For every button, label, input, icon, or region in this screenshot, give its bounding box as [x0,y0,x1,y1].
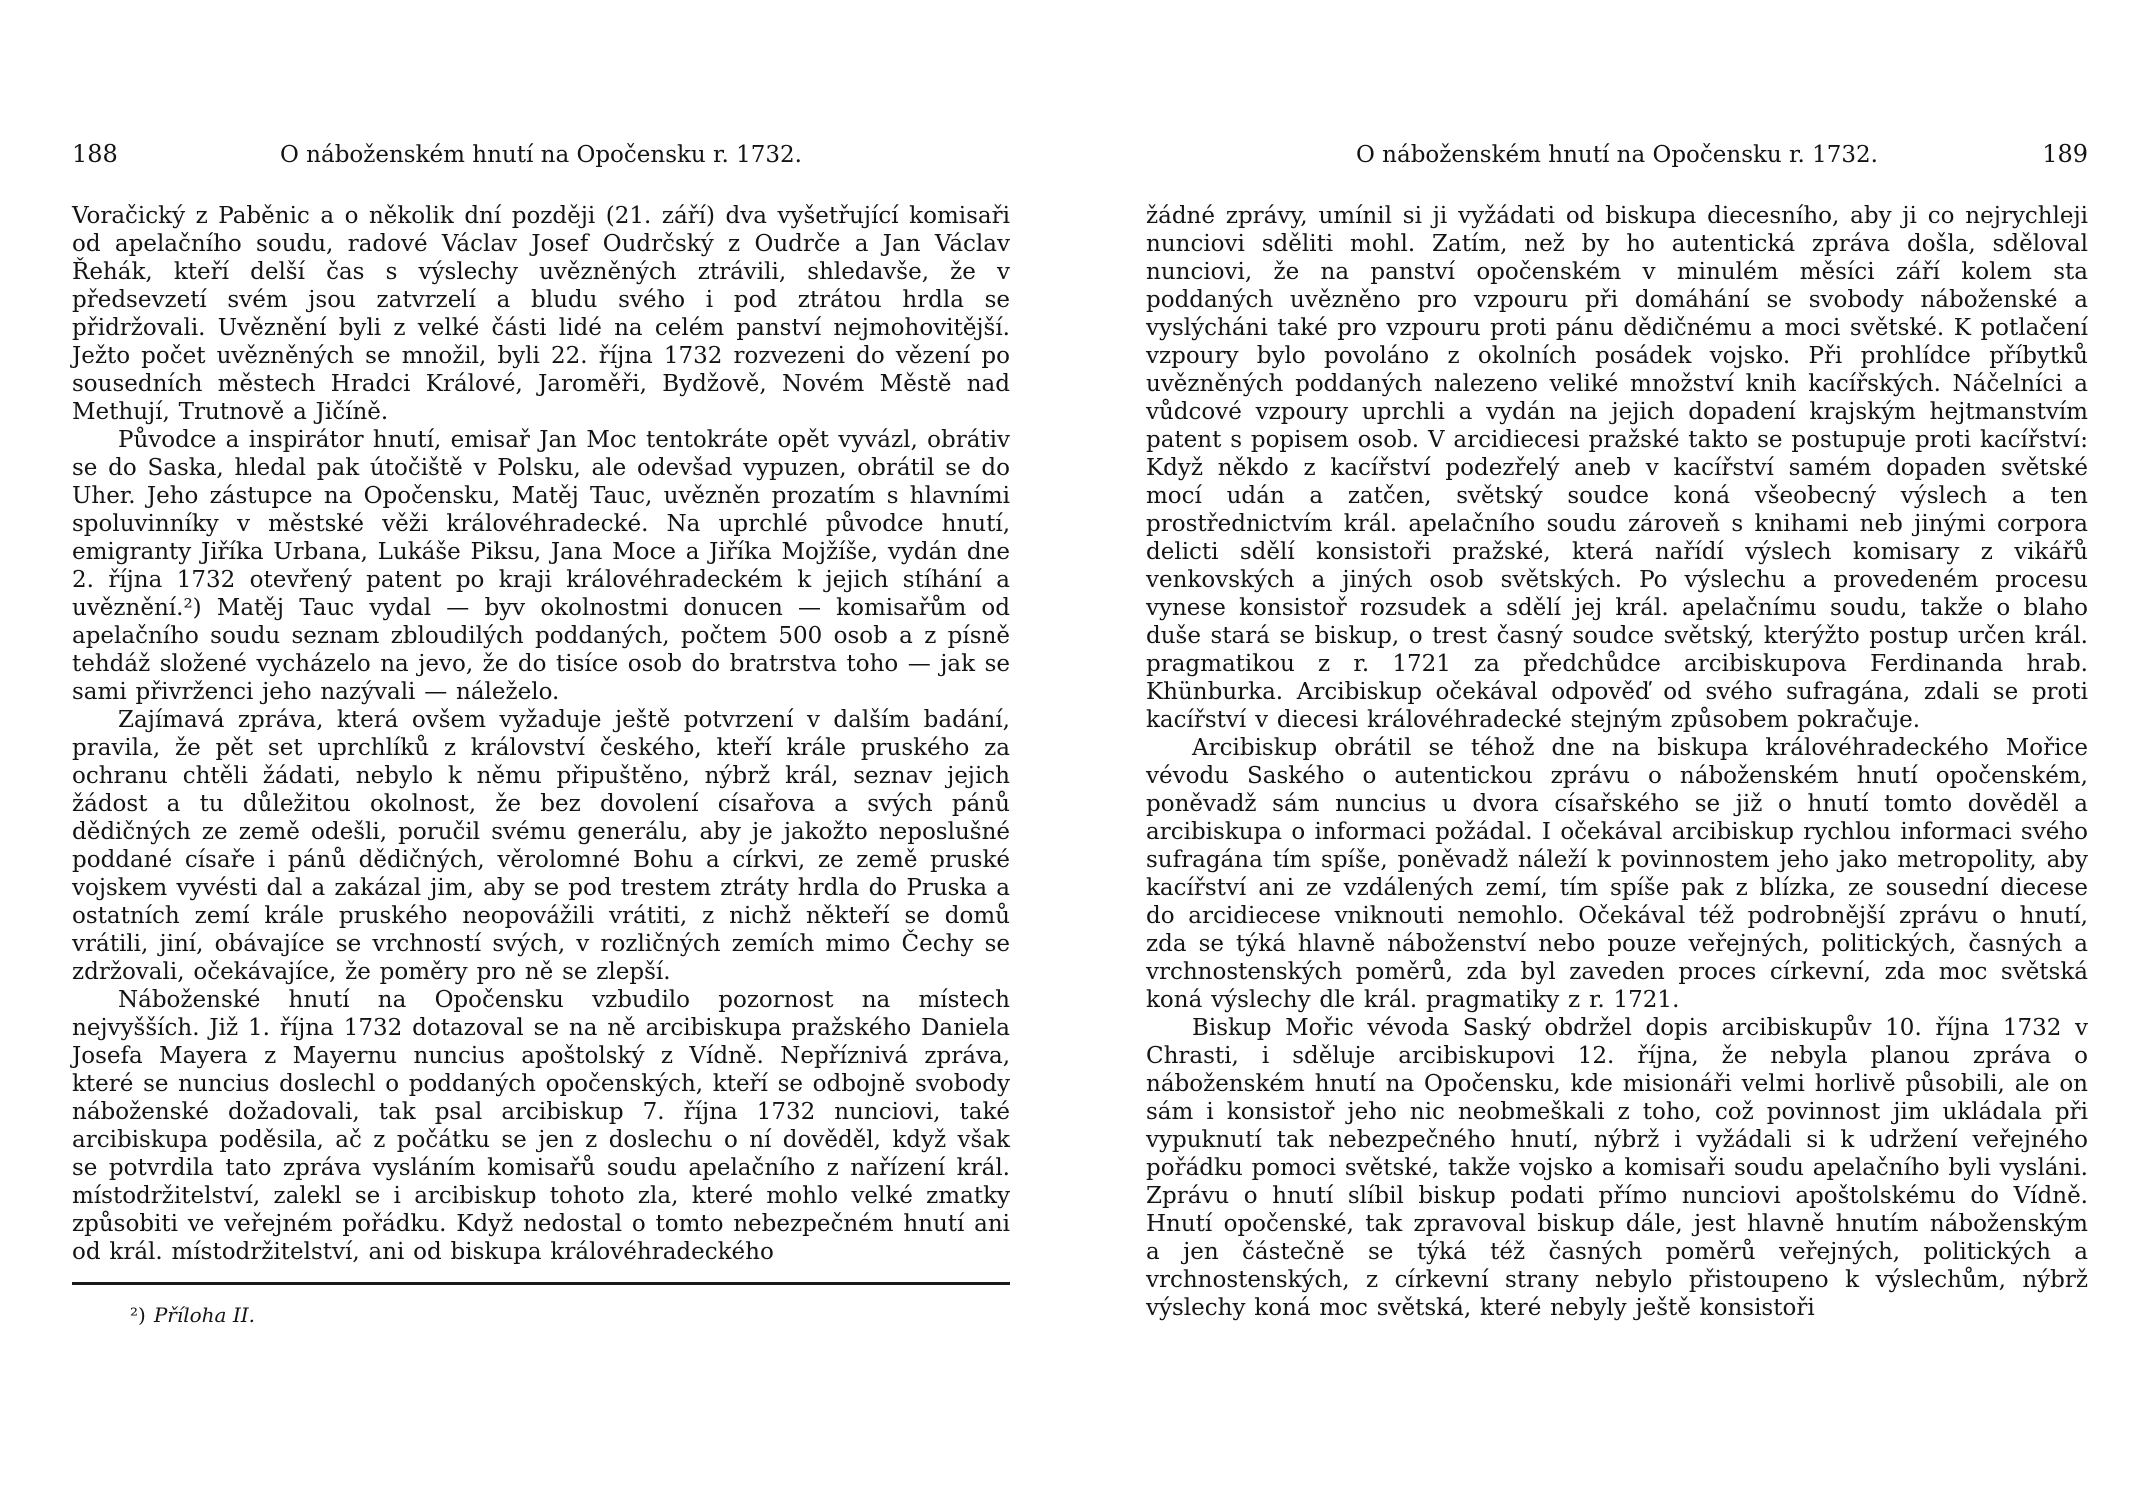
paragraph: Biskup Mořic vévoda Saský obdržel dopis arcibiskupův 10. října 1732 v Chrasti, i sděluje arcibiskupovi 12. října, že nebyla planou zpráva o náboženském hnutí na Opočensku, kde misionáři velmi horlivě působili, ale on sám i konsistoř jeho nic neobmeškali z toho, což povinnost jim ukládala při vypuknutí tak nebezpečného hnutí, nýbrž i vyžádali si k udržení veřejného pořádku pomoci světské, takže vojsko a komisaři soudu apelačního byli vysláni. Zprávu o hnutí slíbil biskup podati přímo nunciovi apoštolskému do Vídně. Hnutí opočenské, tak zpravoval biskup dále, jest hlavně hnutím náboženským a jen částečně se týká též časných poměrů veřejných, politických a vrchnostenských, z církevní strany nebylo přistoupeno k výslechům, nýbrž výslechy koná moc světská, které nebyly ještě konsistoři [1146,1015,2088,1321]
body-text-right [1146,202,2088,1322]
running-head-left [72,140,1010,168]
paragraph: Náboženské hnutí na Opočensku vzbudilo pozornost na místech nejvyšších. Již 1. října 1732 dotazoval se na ně arcibiskupa pražského Daniela Josefa Mayera z Mayernu nuncius apoštolský z Vídně. Nepříznivá zpráva, které se nuncius doslechl o poddaných opočenských, kteří se odbojně svobody náboženské dožadovali, tak psal arcibiskup 7. října 1732 nunciovi, také arcibiskupa poděsila, ač z počátku se jen z doslechu o ní dověděl, když však se potvrdila tato zpráva vysláním komisařů soudu apelačního z nařízení král. místodržitelství, zalekl se i arcibiskup tohoto zla, které mohlo velké zmatky způsobiti ve veřejném pořádku. Když nedostal o tomto nebezpečném hnutí ani od král. místodržitelství, ani od biskupa královéhradeckého [72,987,1010,1265]
running-title-right: O náboženském hnutí na Opočensku r. 1732. [1356,142,1878,168]
paragraph: Zajímavá zpráva, která ovšem vyžaduje ještě potvrzení v dalším badání, pravila, že pět set uprchlíků z království českého, kteří krále pruského za ochranu chtěli žádati, nebylo k němu připuštěno, nýbrž král, seznav jejich žádost a tu důležitou okolnost, že bez dovolení císařova a svých pánů dědičných ze země odešli, poručil svému generálu, aby je jakožto neposlušné poddané císaře i pánů dědičných, věrolomné Bohu a církvi, ze země pruské vojskem vyvésti dal a zakázal jim, aby se pod trestem ztráty hrdla do Pruska a ostatních zemí krále pruského neopovážili vrátiti, z nichž někteří se domů vrátili, jiní, obávajíce se vrchností svých, v rozličných zemích mimo Čechy se zdržovali, očekávajíce, že poměry pro ně se zlepší. [72,707,1010,985]
footnote-text: Příloha II. [153,1303,255,1327]
footnote [72,1303,1010,1327]
running-head-right [1146,140,2088,168]
paragraph: Voračický z Paběnic a o několik dní později (21. září) dva vyšetřující komisaři od apelačního soudu, radové Václav Josef Oudrčský z Oudrče a Jan Václav Řehák, kteří delší čas s výslechy uvězněných ztrávili, shledavše, že v předsevzetí svém jsou zatvrzelí a bludu svého i pod ztrátou hrdla se přidržovali. Uvěznění byli z velké části lidé na celém panství nejmohovitější. Ježto počet uvězněných se množil, byli 22. října 1732 rozvezeni do vězení po sousedních městech Hradci Králové, Jaroměři, Bydžově, Novém Městě nad Methují, Trutnově a Jičíně. [72,203,1010,425]
page-left [72,140,1010,1327]
footnote-rule [72,1282,1010,1285]
footnote-marker: ²) [130,1303,146,1327]
running-title-left: O náboženském hnutí na Opočensku r. 1732. [280,142,802,168]
page-number-right: 189 [2042,140,2088,168]
page-number-left: 188 [72,140,118,168]
paragraph: Původce a inspirátor hnutí, emisař Jan Moc tentokráte opět vyvázl, obrátiv se do Saska, hledal pak útočiště v Polsku, ale odevšad vypuzen, obrátil se do Uher. Jeho zástupce na Opočensku, Matěj Tauc, uvězněn prozatím s hlavními spoluvinníky v městské věži královéhradecké. Na uprchlé původce hnutí, emigranty Jiříka Urbana, Lukáše Piksu, Jana Moce a Jiříka Mojžíše, vydán dne 2. října 1732 otevřený patent po kraji královéhradeckém k jejich stíhání a uvěznění.²) Matěj Tauc vydal — byv okolnostmi donucen — komisařům od apelačního soudu seznam zbloudilých poddaných, počtem 500 osob a z písně tehdáž složené vycházelo na jevo, že do tisíce osob do bratrstva toho — jak se sami přivrženci jeho nazývali — náleželo. [72,427,1010,705]
footnote-block [72,1282,1010,1327]
page-right [1146,140,2088,1322]
paragraph: žádné zprávy, umínil si ji vyžádati od biskupa diecesního, aby ji co nejrychleji nunciovi sděliti mohl. Zatím, než by ho autentická zpráva došla, sděloval nunciovi, že na panství opočenském v minulém měsíci září kolem sta poddaných uvězněno pro vzpouru při domáhání se svobody náboženské a vyslýcháni také pro vzpouru proti pánu dědičnému a moci světské. K potlačení vzpoury bylo povoláno z okolních posádek vojsko. Při prohlídce příbytků uvězněných poddaných nalezeno veliké množství knih kacířských. Náčelníci a vůdcové vzpoury uprchli a vydán na jejich dopadení krajským hejtmanstvím patent s popisem osob. V arcidiecesi pražské takto se postupuje proti kacířství: Když někdo z kacířství podezřelý aneb v kacířství samém dopaden světské mocí udán a zatčen, světský soudce koná všeobecný výslech a ten prostřednictvím král. apelačního soudu zároveň s knihami neb jinými corpora delicti sdělí konsistoři pražské, která nařídí výslech komisary z vikářů venkovských a jiných osob světských. Po výslechu a provedeném procesu vynese konsistoř rozsudek a sdělí jej král. apelačnímu soudu, takže o blaho duše stará se biskup, o trest časný soudce světský, kterýžto postup určen král. pragmatikou z r. 1721 za předchůdce arcibiskupova Ferdinanda hrab. Khünburka. Arcibiskup očekával odpověď od svého sufragána, zdali se proti kacířství v diecesi královéhradecké stejným způsobem pokračuje. [1146,203,2088,733]
paragraph: Arcibiskup obrátil se téhož dne na biskupa královéhradeckého Mořice vévodu Saského o autentickou zprávu o náboženském hnutí opočenském, poněvadž sám nuncius u dvora císařského se již o hnutí tomto dověděl a arcibiskupa o informaci požádal. I očekával arcibiskup rychlou informaci svého sufragána tím spíše, poněvadž náleží k povinnostem jeho jako metropolity, aby kacířství ani ze vzdálených zemí, tím spíše pak z blízka, ze sousední diecese do arcidiecese vniknouti nemohlo. Očekával též podrobnější zprávu o hnutí, zda se týká hlavně náboženství nebo pouze veřejných, politických, časných a vrchnostenských poměrů, zda byl zaveden proces církevní, zda moc světská koná výslechy dle král. pragmatiky z r. 1721. [1146,735,2088,1013]
body-text-left [72,202,1010,1266]
